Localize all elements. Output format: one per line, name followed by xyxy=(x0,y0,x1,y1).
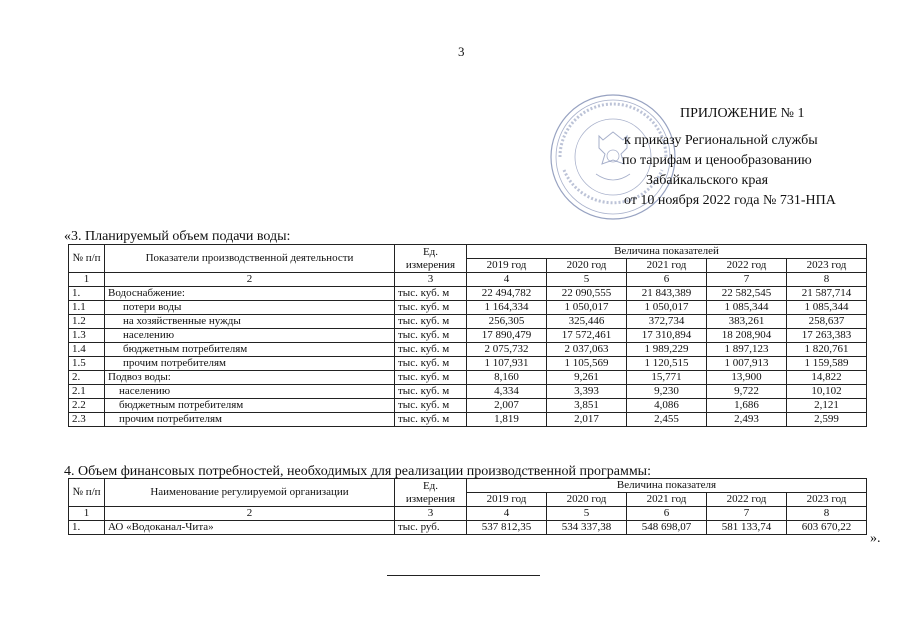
column-number: 6 xyxy=(627,273,707,287)
row-value: 2,599 xyxy=(787,413,867,427)
section-4-heading: 4. Объем финансовых потребностей, необходимых для реализации производственной программы: xyxy=(64,464,651,479)
header-year: 2019 год xyxy=(467,259,547,273)
column-number: 2 xyxy=(105,273,395,287)
row-unit: тыс. куб. м xyxy=(395,399,467,413)
row-value: 383,261 xyxy=(707,315,787,329)
row-name: населению xyxy=(105,329,395,343)
header-organization: Наименование регулируемой организации xyxy=(105,479,395,507)
row-value: 9,722 xyxy=(707,385,787,399)
page-number: 3 xyxy=(458,44,465,59)
row-unit: тыс. куб. м xyxy=(395,315,467,329)
column-number-row xyxy=(69,507,867,521)
column-number: 1 xyxy=(69,273,105,287)
appendix-line-2: по тарифам и ценообразованию xyxy=(622,153,812,168)
row-name: бюджетным потребителям xyxy=(105,343,395,357)
row-value: 2,017 xyxy=(547,413,627,427)
column-number: 8 xyxy=(787,273,867,287)
row-value: 22 494,782 xyxy=(467,287,547,301)
row-name: населению xyxy=(105,385,395,399)
row-value: 1 989,229 xyxy=(627,343,707,357)
header-year: 2022 год xyxy=(707,259,787,273)
row-value: 603 670,22 xyxy=(787,521,867,535)
row-name: АО «Водоканал-Чита» xyxy=(105,521,395,535)
row-value: 4,334 xyxy=(467,385,547,399)
end-rule xyxy=(387,575,540,576)
row-unit: тыс. куб. м xyxy=(395,287,467,301)
row-unit: тыс. куб. м xyxy=(395,357,467,371)
table-row xyxy=(69,287,867,301)
table-row xyxy=(69,399,867,413)
row-value: 581 133,74 xyxy=(707,521,787,535)
row-number: 1. xyxy=(69,521,105,535)
table-header-row xyxy=(69,245,867,259)
row-number: 1.4 xyxy=(69,343,105,357)
row-unit: тыс. куб. м xyxy=(395,329,467,343)
row-value: 2 075,732 xyxy=(467,343,547,357)
row-number: 2.1 xyxy=(69,385,105,399)
row-value: 1 085,344 xyxy=(787,301,867,315)
appendix-title: ПРИЛОЖЕНИЕ № 1 xyxy=(680,106,805,121)
column-number: 2 xyxy=(105,507,395,521)
water-supply-volume-table xyxy=(68,244,867,427)
row-value: 18 208,904 xyxy=(707,329,787,343)
row-value: 548 698,07 xyxy=(627,521,707,535)
column-number-row xyxy=(69,273,867,287)
row-unit: тыс. куб. м xyxy=(395,343,467,357)
table-row xyxy=(69,301,867,315)
row-unit: тыс. куб. м xyxy=(395,301,467,315)
row-value: 1 164,334 xyxy=(467,301,547,315)
header-unit: Ед. измерения xyxy=(395,245,467,273)
column-number: 3 xyxy=(395,507,467,521)
row-name: бюджетным потребителям xyxy=(105,399,395,413)
row-unit: тыс. куб. м xyxy=(395,413,467,427)
row-value: 1 120,515 xyxy=(627,357,707,371)
row-value: 1 105,569 xyxy=(547,357,627,371)
header-num: № п/п xyxy=(69,245,105,273)
row-value: 22 582,545 xyxy=(707,287,787,301)
row-value: 22 090,555 xyxy=(547,287,627,301)
row-value: 17 263,383 xyxy=(787,329,867,343)
header-year: 2022 год xyxy=(707,493,787,507)
row-unit: тыс. куб. м xyxy=(395,371,467,385)
table-row xyxy=(69,315,867,329)
section-3-heading: «3. Планируемый объем подачи воды: xyxy=(64,229,291,244)
table-row xyxy=(69,343,867,357)
column-number: 4 xyxy=(467,273,547,287)
row-value: 537 812,35 xyxy=(467,521,547,535)
table-row xyxy=(69,413,867,427)
column-number: 4 xyxy=(467,507,547,521)
header-unit: Ед. измерения xyxy=(395,479,467,507)
table-row xyxy=(69,521,867,535)
row-name: прочим потребителям xyxy=(105,357,395,371)
row-value: 2,493 xyxy=(707,413,787,427)
row-value: 1 050,017 xyxy=(547,301,627,315)
header-values-group: Величина показателя xyxy=(467,479,867,493)
row-value: 9,261 xyxy=(547,371,627,385)
row-value: 3,851 xyxy=(547,399,627,413)
header-year: 2023 год xyxy=(787,493,867,507)
appendix-header xyxy=(622,104,836,211)
row-name: на хозяйственные нужды xyxy=(105,315,395,329)
column-number: 3 xyxy=(395,273,467,287)
row-number: 1.3 xyxy=(69,329,105,343)
row-value: 15,771 xyxy=(627,371,707,385)
header-year: 2020 год xyxy=(547,259,627,273)
row-value: 1 007,913 xyxy=(707,357,787,371)
row-value: 10,102 xyxy=(787,385,867,399)
column-number: 5 xyxy=(547,273,627,287)
row-value: 14,822 xyxy=(787,371,867,385)
row-value: 372,734 xyxy=(627,315,707,329)
table-header-row xyxy=(69,479,867,493)
column-number: 8 xyxy=(787,507,867,521)
header-num: № п/п xyxy=(69,479,105,507)
row-value: 3,393 xyxy=(547,385,627,399)
header-year: 2023 год xyxy=(787,259,867,273)
row-number: 1.5 xyxy=(69,357,105,371)
table-row xyxy=(69,371,867,385)
row-name: потери воды xyxy=(105,301,395,315)
header-indicator: Показатели производственной деятельности xyxy=(105,245,395,273)
row-value: 2,455 xyxy=(627,413,707,427)
row-value: 1 159,589 xyxy=(787,357,867,371)
row-name: Водоснабжение: xyxy=(105,287,395,301)
appendix-line-1: к приказу Региональной службы xyxy=(624,133,818,148)
row-value: 4,086 xyxy=(627,399,707,413)
row-value: 17 572,461 xyxy=(547,329,627,343)
row-value: 2 037,063 xyxy=(547,343,627,357)
row-value: 9,230 xyxy=(627,385,707,399)
appendix-line-3: Забайкальского края xyxy=(646,173,769,188)
row-name: Подвоз воды: xyxy=(105,371,395,385)
appendix-line-4: от 10 ноября 2022 года № 731-НПА xyxy=(624,193,836,208)
row-number: 1.2 xyxy=(69,315,105,329)
row-number: 1. xyxy=(69,287,105,301)
header-values-group: Величина показателей xyxy=(467,245,867,259)
row-value: 17 890,479 xyxy=(467,329,547,343)
header-year: 2021 год xyxy=(627,493,707,507)
row-value: 17 310,894 xyxy=(627,329,707,343)
row-unit: тыс. руб. xyxy=(395,521,467,535)
row-unit: тыс. куб. м xyxy=(395,385,467,399)
column-number: 6 xyxy=(627,507,707,521)
column-number: 5 xyxy=(547,507,627,521)
row-value: 1,686 xyxy=(707,399,787,413)
row-value: 256,305 xyxy=(467,315,547,329)
table-row xyxy=(69,329,867,343)
row-value: 13,900 xyxy=(707,371,787,385)
row-value: 1 085,344 xyxy=(707,301,787,315)
column-number: 1 xyxy=(69,507,105,521)
row-value: 1 820,761 xyxy=(787,343,867,357)
row-number: 2.2 xyxy=(69,399,105,413)
header-year: 2021 год xyxy=(627,259,707,273)
table-row xyxy=(69,357,867,371)
row-value: 325,446 xyxy=(547,315,627,329)
row-value: 1 897,123 xyxy=(707,343,787,357)
row-value: 258,637 xyxy=(787,315,867,329)
row-value: 2,121 xyxy=(787,399,867,413)
header-year: 2020 год xyxy=(547,493,627,507)
financial-needs-table xyxy=(68,478,867,535)
row-value: 1 050,017 xyxy=(627,301,707,315)
row-value: 1 107,931 xyxy=(467,357,547,371)
row-number: 1.1 xyxy=(69,301,105,315)
header-year: 2019 год xyxy=(467,493,547,507)
table-row xyxy=(69,385,867,399)
row-number: 2. xyxy=(69,371,105,385)
column-number: 7 xyxy=(707,507,787,521)
row-name: прочим потребителям xyxy=(105,413,395,427)
row-value: 21 587,714 xyxy=(787,287,867,301)
row-value: 21 843,389 xyxy=(627,287,707,301)
row-value: 8,160 xyxy=(467,371,547,385)
row-number: 2.3 xyxy=(69,413,105,427)
closing-quote: ». xyxy=(870,531,881,546)
row-value: 534 337,38 xyxy=(547,521,627,535)
row-value: 2,007 xyxy=(467,399,547,413)
row-value: 1,819 xyxy=(467,413,547,427)
column-number: 7 xyxy=(707,273,787,287)
